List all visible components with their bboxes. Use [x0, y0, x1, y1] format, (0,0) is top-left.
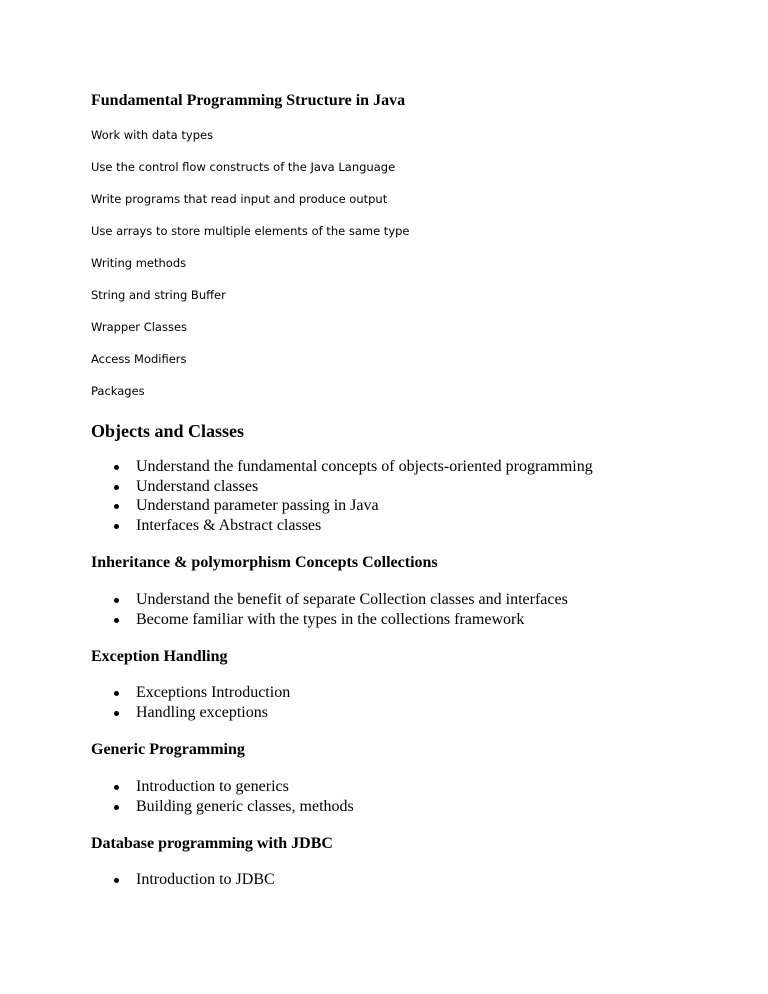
bullet-item: Exceptions Introduction [0, 683, 290, 703]
section-title-fundamentals: Fundamental Programming Structure in Java [91, 92, 406, 109]
bullet-list-objects [0, 457, 593, 535]
bullet-item: Handling exceptions [0, 703, 290, 723]
topic-item: String and string Buffer [91, 288, 226, 302]
bullet-list-exceptions [0, 683, 290, 722]
topic-item: Use the control flow constructs of the Java Language [91, 160, 396, 174]
topic-item: Packages [91, 384, 145, 398]
topic-item: Wrapper Classes [91, 320, 188, 334]
section-title-objects: Objects and Classes [91, 421, 245, 441]
section-title-exceptions: Exception Handling [91, 648, 228, 665]
bullet-item: Introduction to generics [0, 777, 354, 797]
section-title-inheritance: Inheritance & polymorphism Concepts Collections [91, 554, 438, 571]
bullet-item: Interfaces & Abstract classes [0, 516, 593, 536]
topic-item: Write programs that read input and produce output [91, 192, 388, 206]
topic-item: Access Modifiers [91, 352, 187, 366]
bullet-item: Understand classes [0, 477, 593, 497]
topic-item: Writing methods [91, 256, 187, 270]
bullet-item: Introduction to JDBC [0, 870, 275, 890]
bullet-item: Understand the fundamental concepts of objects-oriented programming [0, 457, 593, 477]
bullet-item: Understand parameter passing in Java [0, 496, 593, 516]
section-title-generics: Generic Programming [91, 741, 245, 758]
bullet-list-generics [0, 777, 354, 816]
bullet-list-inheritance [0, 590, 568, 629]
topic-item: Use arrays to store multiple elements of the same type [91, 224, 410, 238]
bullet-item: Understand the benefit of separate Collection classes and interfaces [0, 590, 568, 610]
topic-item: Work with data types [91, 128, 214, 142]
bullet-item: Become familiar with the types in the collections framework [0, 610, 568, 630]
section-title-jdbc: Database programming with JDBC [91, 835, 333, 852]
bullet-list-jdbc [0, 870, 275, 890]
bullet-item: Building generic classes, methods [0, 797, 354, 817]
